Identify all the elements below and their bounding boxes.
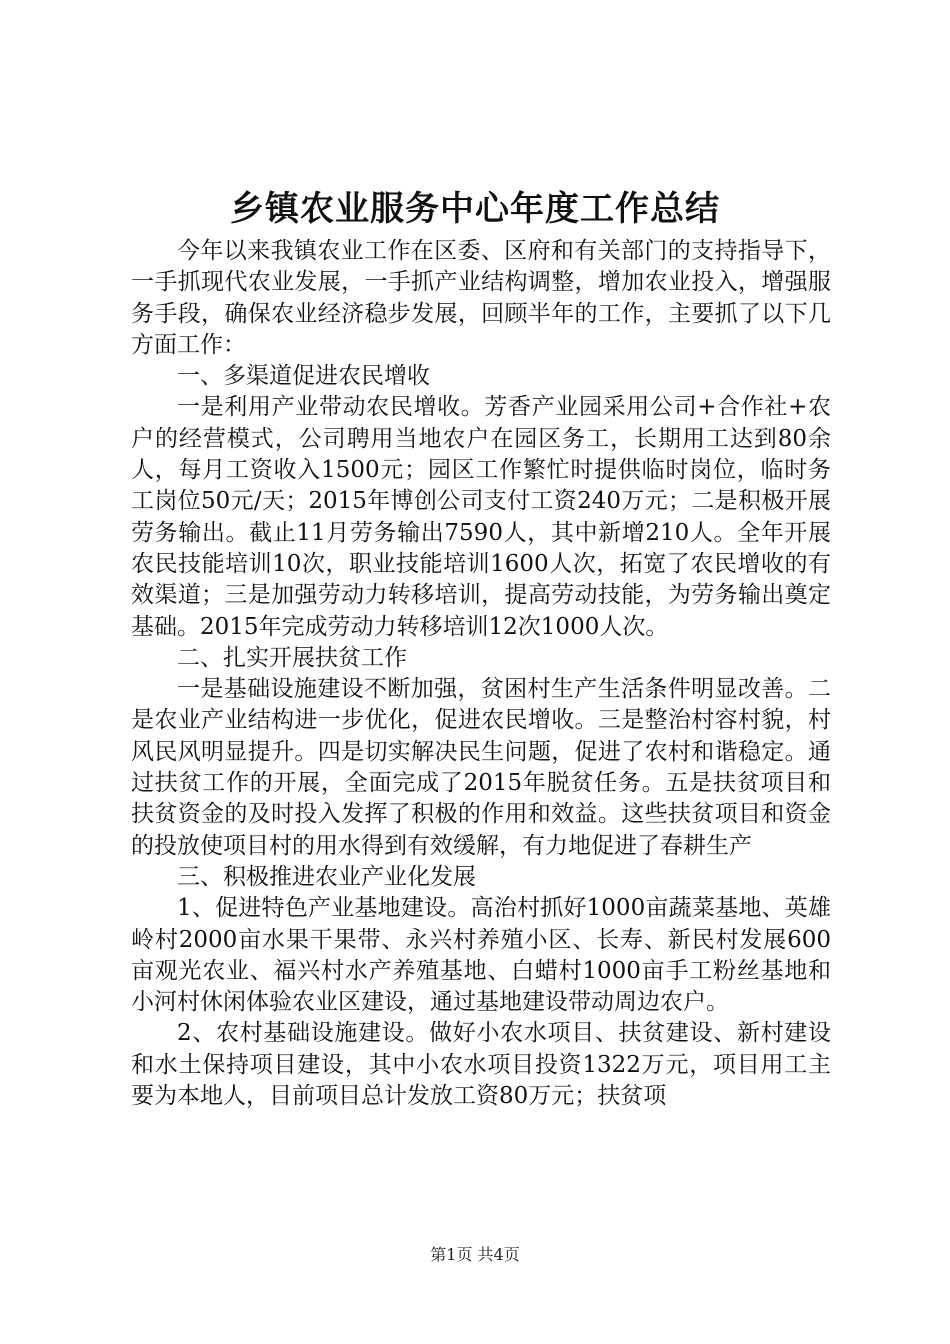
section-3-item-2: 2、农村基础设施建设。做好小农水项目、扶贫建设、新村建设和水土保持项目建设，其中小农水项目投资1322万元，项目用工主要为本地人，目前项目总计发放工资80万元；扶贫项 [131, 1020, 831, 1110]
document-title: 乡镇农业服务中心年度工作总结 [230, 189, 720, 229]
section-heading-2: 二、扎实开展扶贫工作 [177, 644, 407, 671]
document-body [131, 236, 831, 1112]
section-3-item-1: 1、促进特色产业基地建设。高治村抓好1000亩蔬菜基地、英雄岭村2000亩水果干果带、永兴村养殖小区、长寿、新民村发展600亩观光农业、福兴村水产养殖基地、白蜡村1000亩手工粉丝基地和小河村休闲体验农业区建设，通过基地建设带动周边农户。 [131, 895, 831, 1016]
section-heading-3: 三、积极推进农业产业化发展 [177, 863, 476, 890]
section-heading-1: 一、多渠道促进农民增收 [177, 363, 430, 390]
page-footer: 第1页 共4页 [430, 1245, 520, 1264]
section-2-paragraph: 一是基础设施建设不断加强，贫困村生产生活条件明显改善。二是农业产业结构进一步优化，促进农民增收。三是整治村容村貌，村风民风明显提升。四是切实解决民生问题，促进了农村和谐稳定。通过扶贫工作的开展，全面完成了2015年脱贫任务。五是扶贫项目和扶贫资金的及时投入发挥了积极的作用和效益。这些扶贫项目和资金的投放使项目村的用水得到有效缓解，有力地促进了春耕生产 [131, 676, 831, 859]
intro-paragraph: 今年以来我镇农业工作在区委、区府和有关部门的支持指导下，一手抓现代农业发展，一手抓产业结构调整，增加农业投入，增强服务手段，确保农业经济稳步发展，回顾半年的工作，主要抓了以下几方面工作： [131, 238, 831, 358]
section-1-paragraph: 一是利用产业带动农民增收。芳香产业园采用公司+合作社+农户的经营模式，公司聘用当地农户在园区务工，长期用工达到80余人，每月工资收入1500元；园区工作繁忙时提供临时岗位，临时务工岗位50元/天；2015年博创公司支付工资240万元；二是积极开展劳务输出。截止11月劳务输出7590人，其中新增210人。全年开展农民技能培训10次，职业技能培训1600人次，拓宽了农民增收的有效渠道；三是加强劳动力转移培训，提高劳动技能，为劳务输出奠定基础。2015年完成劳动力转移培训12次1000人次。 [131, 394, 831, 640]
